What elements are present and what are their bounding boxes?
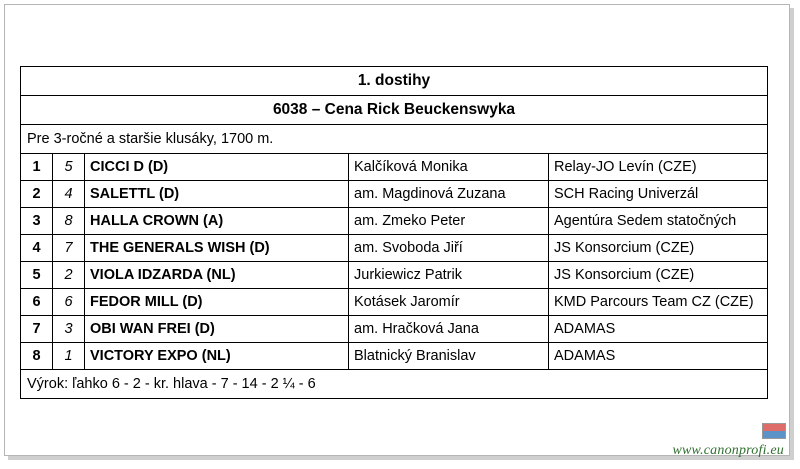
row-number: 4 bbox=[53, 181, 85, 208]
row-stable: ADAMAS bbox=[549, 316, 768, 343]
table-row bbox=[21, 235, 768, 262]
race-conditions-row bbox=[21, 125, 768, 154]
race-verdict-row bbox=[21, 370, 768, 399]
row-stable: JS Konsorcium (CZE) bbox=[549, 235, 768, 262]
row-place: 2 bbox=[21, 181, 53, 208]
row-number: 6 bbox=[53, 289, 85, 316]
row-stable: KMD Parcours Team CZ (CZE) bbox=[549, 289, 768, 316]
row-stable: SCH Racing Univerzál bbox=[549, 181, 768, 208]
table-row bbox=[21, 181, 768, 208]
row-jockey: am. Magdinová Zuzana bbox=[349, 181, 549, 208]
row-jockey: am. Zmeko Peter bbox=[349, 208, 549, 235]
race-conditions: Pre 3-ročné a staršie klusáky, 1700 m. bbox=[21, 125, 768, 154]
watermark-text: www.canonprofi.eu bbox=[672, 443, 784, 458]
race-subtitle: 6038 – Cena Rick Beuckenswyka bbox=[21, 96, 768, 125]
row-place: 7 bbox=[21, 316, 53, 343]
row-number: 3 bbox=[53, 316, 85, 343]
race-verdict: Výrok: ľahko 6 - 2 - kr. hlava - 7 - 14 - 2 ¼ - 6 bbox=[21, 370, 768, 399]
row-horse: SALETTL (D) bbox=[85, 181, 349, 208]
row-number: 5 bbox=[53, 154, 85, 181]
race-title-row bbox=[21, 67, 768, 96]
table-row bbox=[21, 208, 768, 235]
row-jockey: Kalčíková Monika bbox=[349, 154, 549, 181]
row-jockey: Jurkiewicz Patrik bbox=[349, 262, 549, 289]
row-horse: THE GENERALS WISH (D) bbox=[85, 235, 349, 262]
row-stable: JS Konsorcium (CZE) bbox=[549, 262, 768, 289]
row-horse: FEDOR MILL (D) bbox=[85, 289, 349, 316]
race-title: 1. dostihy bbox=[21, 67, 768, 96]
row-place: 3 bbox=[21, 208, 53, 235]
row-place: 4 bbox=[21, 235, 53, 262]
row-place: 8 bbox=[21, 343, 53, 370]
row-horse: VICTORY EXPO (NL) bbox=[85, 343, 349, 370]
row-place: 1 bbox=[21, 154, 53, 181]
row-jockey: am. Svoboda Jiří bbox=[349, 235, 549, 262]
row-jockey: am. Hračková Jana bbox=[349, 316, 549, 343]
table-row bbox=[21, 343, 768, 370]
row-stable: Agentúra Sedem statočných bbox=[549, 208, 768, 235]
row-number: 2 bbox=[53, 262, 85, 289]
row-number: 8 bbox=[53, 208, 85, 235]
row-number: 7 bbox=[53, 235, 85, 262]
race-results-table bbox=[20, 66, 768, 399]
row-horse: CICCI D (D) bbox=[85, 154, 349, 181]
table-row bbox=[21, 316, 768, 343]
row-horse: OBI WAN FREI (D) bbox=[85, 316, 349, 343]
row-place: 6 bbox=[21, 289, 53, 316]
row-stable: ADAMAS bbox=[549, 343, 768, 370]
table-row bbox=[21, 262, 768, 289]
row-stable: Relay-JO Levín (CZE) bbox=[549, 154, 768, 181]
row-horse: HALLA CROWN (A) bbox=[85, 208, 349, 235]
row-place: 5 bbox=[21, 262, 53, 289]
row-jockey: Kotásek Jaromír bbox=[349, 289, 549, 316]
logo-badge-icon bbox=[762, 423, 786, 439]
row-horse: VIOLA IDZARDA (NL) bbox=[85, 262, 349, 289]
table-row bbox=[21, 154, 768, 181]
row-number: 1 bbox=[53, 343, 85, 370]
table-row bbox=[21, 289, 768, 316]
row-jockey: Blatnický Branislav bbox=[349, 343, 549, 370]
race-subtitle-row bbox=[21, 96, 768, 125]
